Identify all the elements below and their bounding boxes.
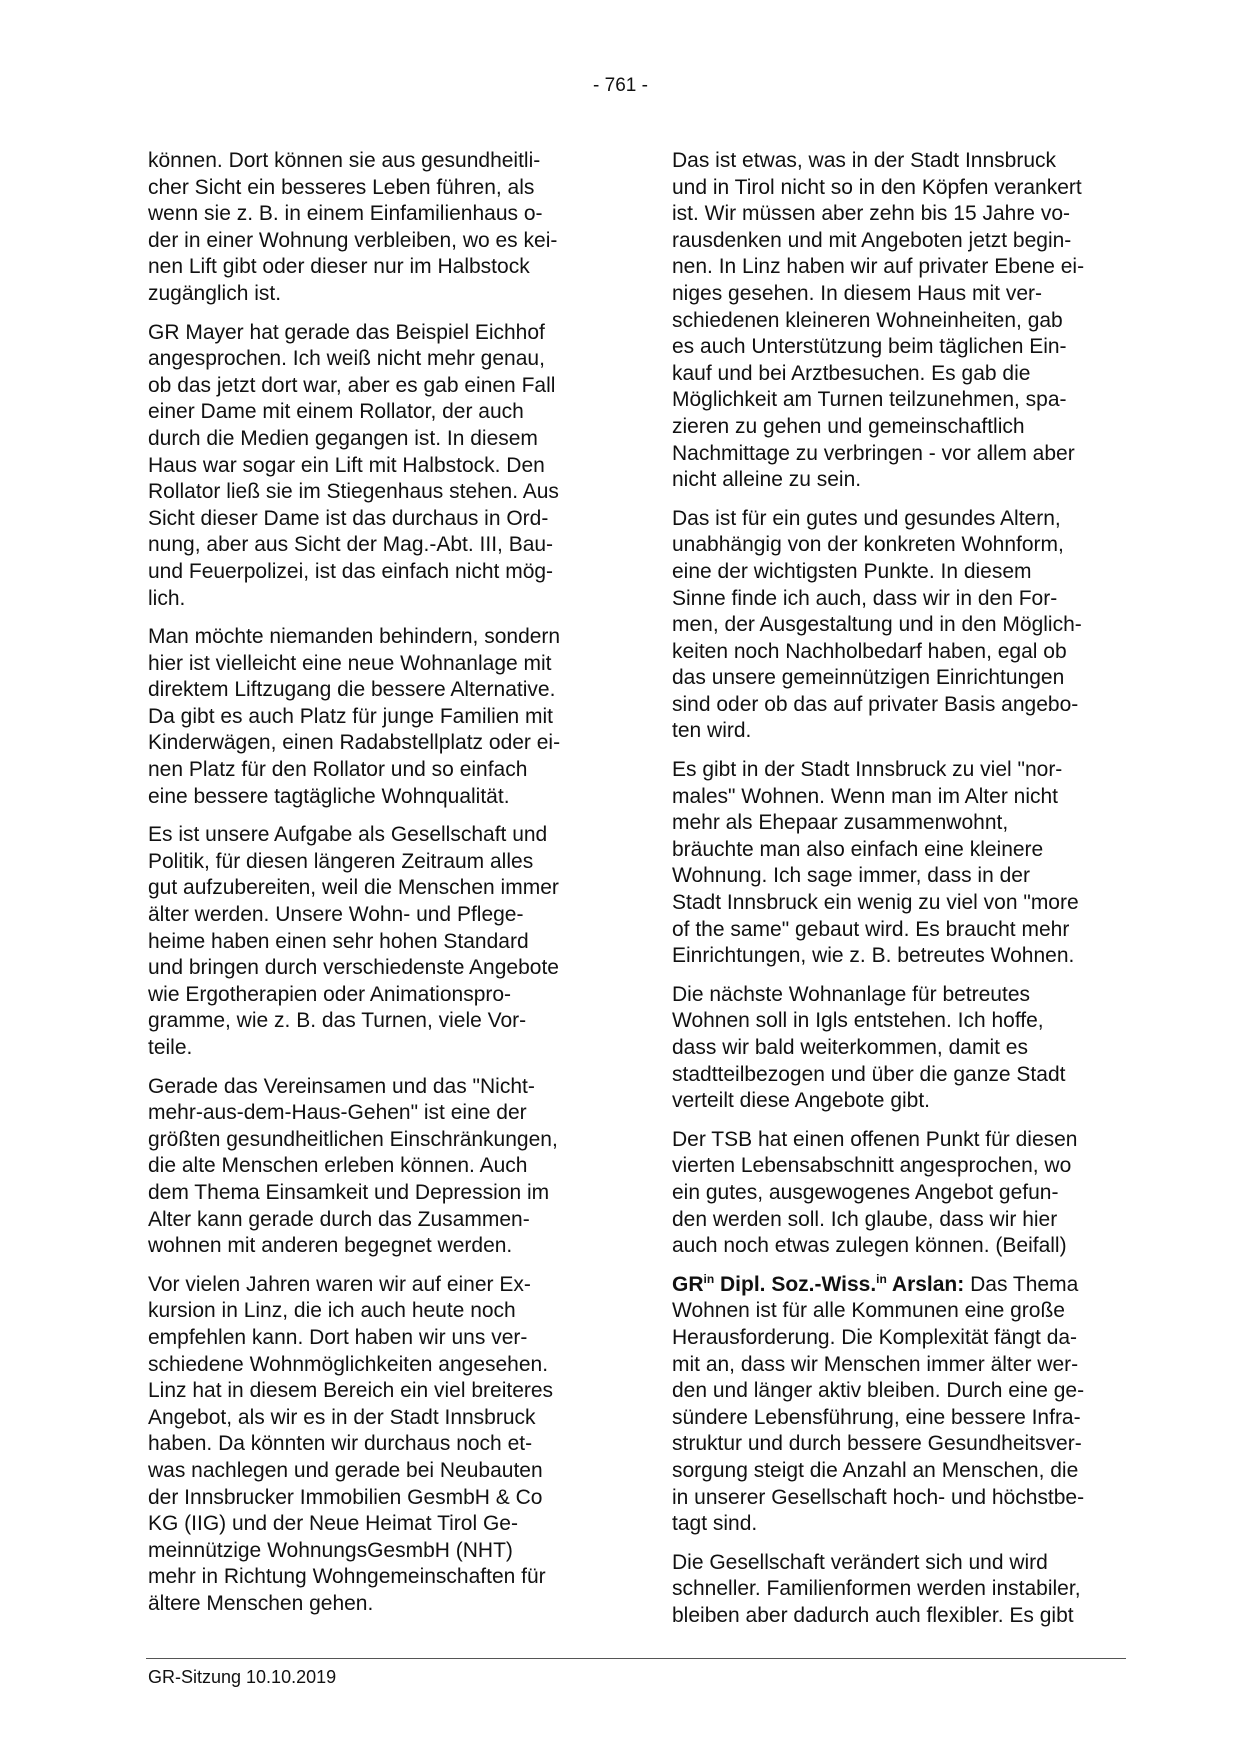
text-line: der in einer Wohnung verbleiben, wo es kei- [148, 228, 558, 252]
text-line: niges gesehen. In diesem Haus mit ver- [672, 281, 1043, 305]
text-line: mehr in Richtung Wohngemeinschaften für [148, 1565, 546, 1589]
text-line: haben. Da könnten wir durchaus noch et- [148, 1432, 533, 1456]
text-line: Man möchte niemanden behindern, sondern [148, 625, 561, 649]
speaker-surname: Arslan: [886, 1272, 965, 1296]
paragraph [672, 982, 1124, 1115]
text-line: cher Sicht ein besseres Leben führen, als [148, 175, 535, 199]
text-line: mehr-aus-dem-Haus-Gehen" ist eine der [148, 1101, 527, 1125]
text-line: Gerade das Vereinsamen und das "Nicht- [148, 1074, 535, 1098]
page-number: - 761 - [593, 75, 648, 96]
text-line: schiedenen kleineren Wohneinheiten, gab [672, 308, 1063, 332]
text-line: Die Gesellschaft verändert sich und wird [672, 1550, 1048, 1574]
text-line: vierten Lebensabschnitt angesprochen, wo [672, 1154, 1072, 1178]
text-line: wie Ergotherapien oder Animationspro- [148, 982, 512, 1006]
text-line: teile. [148, 1036, 193, 1059]
text-line: Es gibt in der Stadt Innsbruck zu viel "nor- [672, 758, 1063, 782]
paragraph [672, 1550, 1124, 1630]
text-line: nung, aber aus Sicht der Mag.-Abt. III, Bau- [148, 533, 554, 557]
text-line: direktem Liftzugang die bessere Alternative. [148, 678, 556, 702]
right-column [672, 148, 1124, 1641]
text-line: in unserer Gesellschaft hoch- und höchstbe- [672, 1485, 1085, 1509]
text-line: nen Platz für den Rollator und so einfach [148, 758, 528, 782]
text-line: Es ist unsere Aufgabe als Gesellschaft und [148, 823, 548, 847]
text-line: Linz hat in diesem Bereich ein viel breiteres [148, 1379, 554, 1403]
text-line: Wohnen soll in Igls entstehen. Ich hoffe, [672, 1009, 1044, 1033]
paragraph [148, 1272, 600, 1618]
text-line: of the same" gebaut wird. Es braucht mehr [672, 917, 1070, 941]
text-line: was nachlegen und gerade bei Neubauten [148, 1458, 543, 1482]
text-line: Da gibt es auch Platz für junge Familien mit [148, 704, 554, 728]
text-line: den werden soll. Ich glaube, dass wir hier [672, 1207, 1058, 1231]
text-line: und bringen durch verschiedenste Angebote [148, 956, 559, 980]
text-line: Nachmittage zu verbringen - vor allem aber [672, 441, 1075, 465]
text-line: mehr als Ehepaar zusammenwohnt, [672, 811, 1009, 835]
text-line: empfehlen kann. Dort haben wir uns ver- [148, 1325, 528, 1349]
text-line: sind oder ob das auf privater Basis angebo- [672, 692, 1079, 716]
text-line: Kinderwägen, einen Radabstellplatz oder ei- [148, 731, 561, 755]
text-line: ältere Menschen gehen. [148, 1591, 374, 1615]
text-line: Einrichtungen, wie z. B. betreutes Wohnen. [672, 944, 1075, 968]
text-line: größten gesundheitlichen Einschränkungen, [148, 1127, 558, 1151]
text-line: zugänglich ist. [148, 281, 282, 305]
text-line: können. Dort können sie aus gesundheitli- [148, 149, 541, 172]
text-line: wenn sie z. B. in einem Einfamilienhaus o- [148, 202, 543, 226]
text-line: struktur und durch bessere Gesundheitsver- [672, 1432, 1082, 1456]
text-line: ten wird. [672, 719, 752, 743]
text-line: schneller. Familienformen werden instabiler, [672, 1577, 1081, 1601]
text-line: tagt sind. [672, 1512, 758, 1536]
text-line: hier ist vielleicht eine neue Wohnanlage mit [148, 651, 552, 675]
text-line: eine bessere tagtägliche Wohnqualität. [148, 784, 510, 808]
text-line: verteilt diese Angebote gibt. [672, 1089, 931, 1113]
paragraph [672, 148, 1124, 494]
text-line: Wohnen ist für alle Kommunen eine große [672, 1299, 1065, 1323]
footer-divider [146, 1658, 1126, 1659]
text-line: Der TSB hat einen offenen Punkt für diesen [672, 1127, 1078, 1151]
text-line: heime haben einen sehr hohen Standard [148, 929, 529, 953]
text-line: ist. Wir müssen aber zehn bis 15 Jahre vo- [672, 202, 1070, 226]
paragraph [672, 757, 1124, 970]
text-line: Haus war sogar ein Lift mit Halbstock. Den [148, 453, 545, 477]
text-line: males" Wohnen. Wenn man im Alter nicht [672, 784, 1059, 808]
text-line: und Feuerpolizei, ist das einfach nicht mög- [148, 559, 554, 583]
speaker-name [672, 1273, 964, 1296]
text-line: Das ist etwas, was in der Stadt Innsbruck [672, 149, 1056, 172]
paragraph [148, 148, 600, 308]
text-line: Das ist für ein gutes und gesundes Altern, [672, 506, 1061, 530]
text-line: Rollator ließ sie im Stiegenhaus stehen. Aus [148, 480, 559, 504]
text-line: stadtteilbezogen und über die ganze Stadt [672, 1062, 1066, 1086]
text-line: rausdenken und mit Angeboten jetzt begin- [672, 228, 1072, 252]
text-line: den und länger aktiv bleiben. Durch eine ge- [672, 1379, 1085, 1403]
text-line: ob das jetzt dort war, aber es gab einen Fall [148, 373, 556, 397]
speaker-line-rest: Das Thema [964, 1272, 1079, 1296]
text-line: Sicht dieser Dame ist das durchaus in Ord- [148, 506, 549, 530]
text-line: Politik, für diesen längeren Zeitraum alles [148, 849, 534, 873]
text-line: wohnen mit anderen begegnet werden. [148, 1234, 513, 1258]
text-line: keiten noch Nachholbedarf haben, egal ob [672, 639, 1067, 663]
text-line: angesprochen. Ich weiß nicht mehr genau, [148, 347, 545, 371]
speaker-title-suffix: in [876, 1271, 887, 1286]
speaker-prefix: GR [672, 1272, 704, 1296]
text-line: auch noch etwas zulegen können. (Beifall) [672, 1234, 1067, 1258]
text-line: unabhängig von der konkreten Wohnform, [672, 533, 1064, 557]
text-line: das unsere gemeinnützigen Einrichtungen [672, 666, 1065, 690]
text-line: die alte Menschen erleben können. Auch [148, 1154, 528, 1178]
text-line: lich. [148, 586, 186, 610]
speaker-title: Dipl. Soz.-Wiss. [714, 1272, 877, 1296]
text-line: älter werden. Unsere Wohn- und Pflege- [148, 903, 524, 927]
footer-session: GR-Sitzung 10.10.2019 [148, 1667, 337, 1687]
text-line: kauf und bei Arztbesuchen. Es gab die [672, 361, 1031, 385]
paragraph [148, 320, 600, 613]
text-line: KG (IIG) und der Neue Heimat Tirol Ge- [148, 1512, 518, 1536]
text-line: mit an, dass wir Menschen immer älter wer- [672, 1352, 1079, 1376]
text-line: einer Dame mit einem Rollator, der auch [148, 400, 524, 424]
text-line: Sinne finde ich auch, dass wir in den For- [672, 586, 1058, 610]
paragraph [148, 822, 600, 1061]
text-line: kursion in Linz, die ich auch heute noch [148, 1299, 516, 1323]
text-line: Wohnung. Ich sage immer, dass in der [672, 864, 1030, 888]
text-line: men, der Ausgestaltung und in den Möglich- [672, 613, 1082, 637]
text-line: sorgung steigt die Anzahl an Menschen, die [672, 1458, 1079, 1482]
paragraph [672, 506, 1124, 745]
paragraph [148, 624, 600, 810]
text-line: dem Thema Einsamkeit und Depression im [148, 1180, 550, 1204]
text-line: gut aufzubereiten, weil die Menschen immer [148, 876, 559, 900]
text-line: es auch Unterstützung beim täglichen Ein- [672, 335, 1067, 359]
text-line: bräuchte man also einfach eine kleinere [672, 837, 1044, 861]
text-line: Herausforderung. Die Komplexität fängt da- [672, 1325, 1078, 1349]
text-line: gramme, wie z. B. das Turnen, viele Vor- [148, 1009, 527, 1033]
text-line: Stadt Innsbruck ein wenig zu viel von "more [672, 891, 1079, 915]
text-line: nicht alleine zu sein. [672, 468, 862, 492]
text-line: meinnützige WohnungsGesmbH (NHT) [148, 1538, 513, 1562]
text-line: GR Mayer hat gerade das Beispiel Eichhof [148, 320, 545, 344]
paragraph [148, 1074, 600, 1260]
text-line: zieren zu gehen und gemeinschaftlich [672, 414, 1025, 438]
text-line: nen Lift gibt oder dieser nur im Halbstock [148, 255, 530, 279]
text-line: Möglichkeit am Turnen teilzunehmen, spa- [672, 388, 1067, 412]
text-line: sündere Lebensführung, eine bessere Infra- [672, 1405, 1081, 1429]
text-line: durch die Medien gegangen ist. In diesem [148, 426, 538, 450]
speaker-line [672, 1272, 1124, 1299]
text-line: schiedene Wohnmöglichkeiten angesehen. [148, 1352, 549, 1376]
text-line: Angebot, als wir es in der Stadt Innsbruck [148, 1405, 536, 1429]
text-line: bleiben aber dadurch auch flexibler. Es gibt [672, 1603, 1074, 1627]
text-line: ein gutes, ausgewogenes Angebot gefun- [672, 1180, 1059, 1204]
text-line: Die nächste Wohnanlage für betreutes [672, 982, 1031, 1006]
text-line: dass wir bald weiterkommen, damit es [672, 1036, 1028, 1059]
speaker-suffix: in [703, 1271, 715, 1286]
text-line: und in Tirol nicht so in den Köpfen verankert [672, 175, 1082, 199]
text-line: Vor vielen Jahren waren wir auf einer Ex- [148, 1272, 531, 1296]
text-line: eine der wichtigsten Punkte. In diesem [672, 559, 1032, 583]
speaker-paragraph [672, 1272, 1124, 1538]
left-column [148, 148, 600, 1629]
text-line: der Innsbrucker Immobilien GesmbH & Co [148, 1485, 543, 1509]
text-line: nen. In Linz haben wir auf privater Ebene ei- [672, 255, 1085, 279]
paragraph [672, 1127, 1124, 1260]
text-line: Alter kann gerade durch das Zusammen- [148, 1207, 530, 1231]
